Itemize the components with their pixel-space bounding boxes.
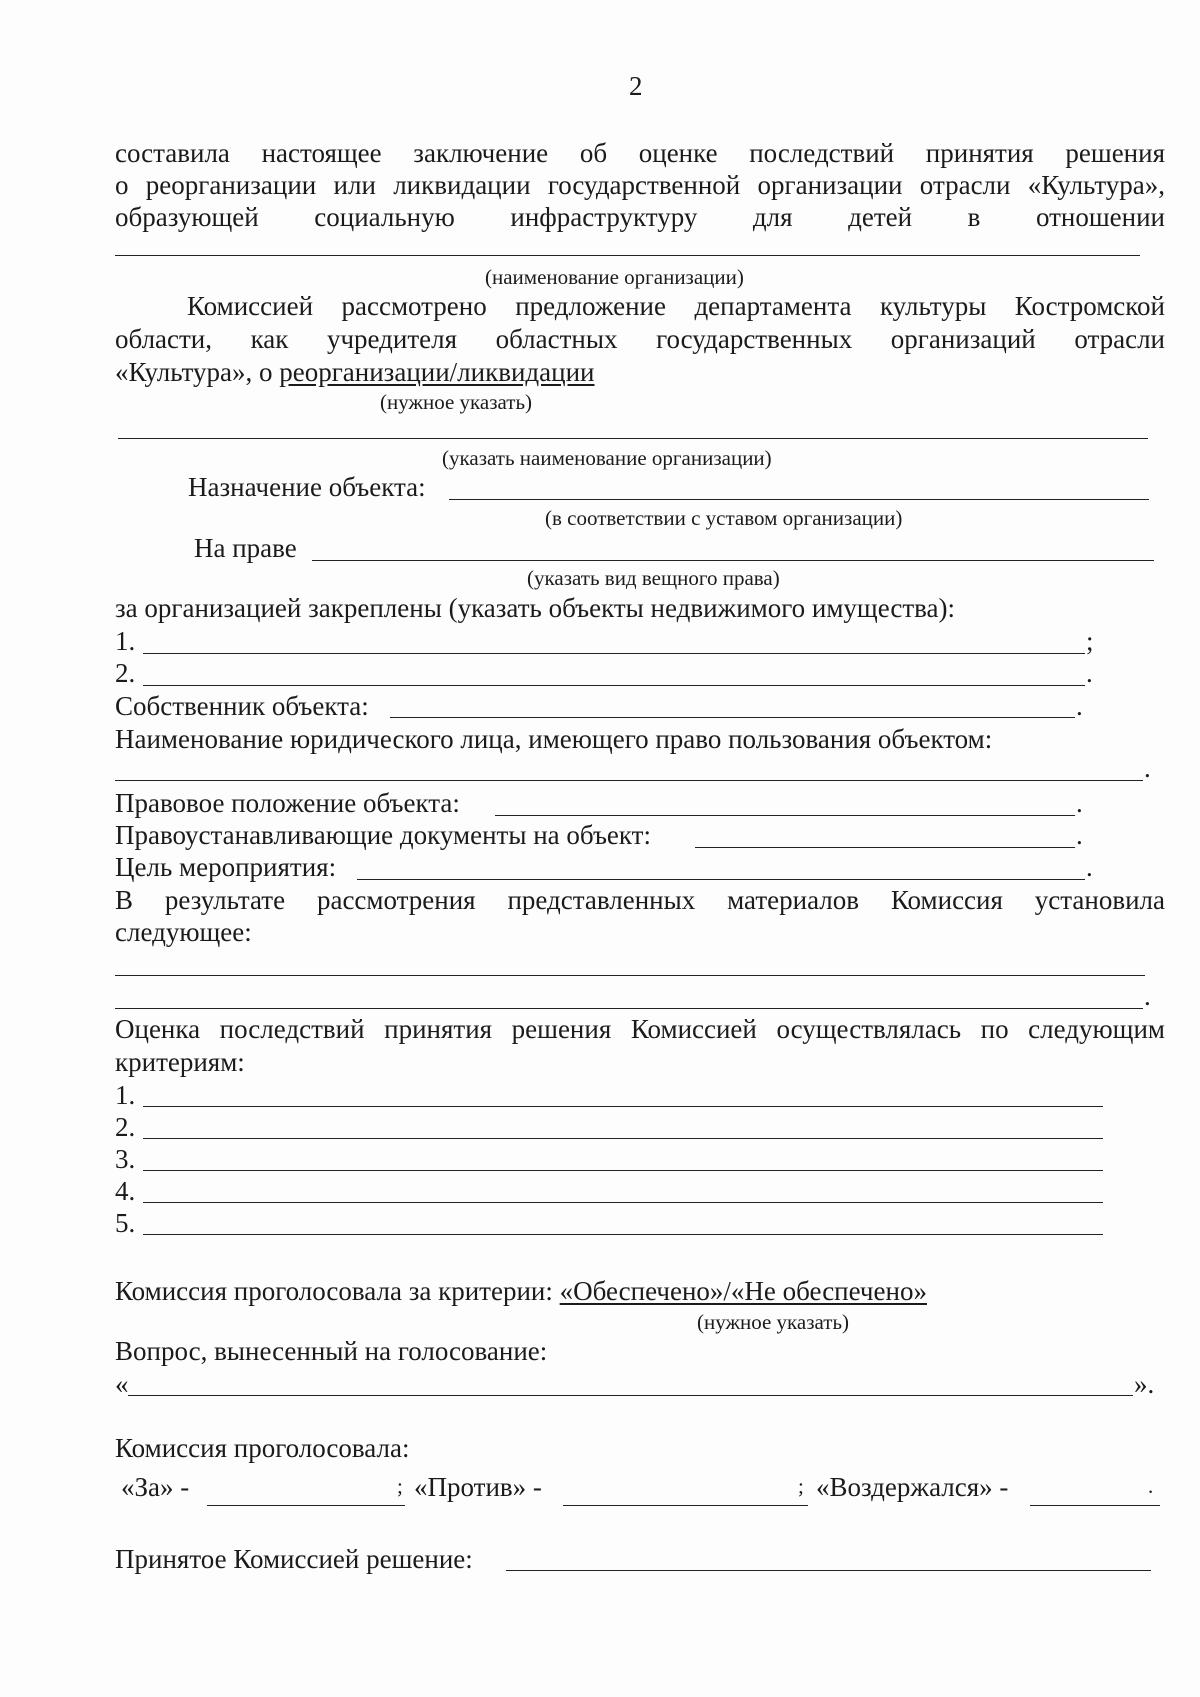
votes-for-field[interactable] xyxy=(207,1505,405,1506)
owner-end: . xyxy=(1076,691,1083,721)
org-name-field-line[interactable] xyxy=(115,255,1140,256)
assigned-item-2-end: . xyxy=(1086,658,1093,688)
purpose-field-line[interactable] xyxy=(449,499,1149,500)
findings-field-line-1[interactable] xyxy=(115,975,1145,976)
proposal-line-1: Комиссией рассмотрено предложение департамента культуры Костромской xyxy=(187,291,1165,321)
goal-end: . xyxy=(1086,852,1093,882)
proposal-line-2: области, как учредителя областных государственных организаций отрасли xyxy=(115,324,1165,354)
criteria-item-3-number: 3. xyxy=(115,1144,136,1174)
votes-end: . xyxy=(1148,1474,1154,1498)
intro-line-2: о реорганизации или ликвидации государственной организации отрасли «Культура», xyxy=(115,170,1165,200)
criteria-item-4-line[interactable] xyxy=(143,1202,1103,1203)
title-docs-end: . xyxy=(1076,820,1083,850)
criteria-item-1-number: 1. xyxy=(115,1080,136,1110)
intro-line-3: образующей социальную инфраструктуру для детей в отношении xyxy=(115,202,1165,232)
vote-criteria-label: Комиссия проголосовала за критерии: xyxy=(115,1276,560,1306)
legal-entity-label: Наименование юридического лица, имеющего право пользования объектом: xyxy=(115,724,993,754)
proposal-line-3-prefix: «Культура», о xyxy=(115,357,280,387)
assigned-label: за организацией закреплены (указать объекты недвижимого имущества): xyxy=(115,593,956,623)
votes-abstained-field[interactable] xyxy=(1030,1505,1160,1506)
right-label: На праве xyxy=(194,533,297,563)
vote-criteria-options: «Обеспечено»/«Не обеспечено» xyxy=(559,1276,927,1306)
decision-label: Принятое Комиссией решение: xyxy=(115,1544,473,1574)
question-label: Вопрос, вынесенный на голосование: xyxy=(115,1336,548,1366)
legal-status-label: Правовое положение объекта: xyxy=(115,788,460,818)
goal-field-line[interactable] xyxy=(357,879,1085,880)
legal-entity-field-line[interactable] xyxy=(115,780,1143,781)
vote-criteria-caption: (нужное указать) xyxy=(697,1310,850,1334)
criteria-item-3-line[interactable] xyxy=(143,1170,1103,1171)
question-close-quote: ». xyxy=(1134,1369,1155,1399)
votes-abstained-label: «Воздержался» - xyxy=(816,1472,1009,1502)
legal-status-end: . xyxy=(1076,788,1083,818)
criteria-item-4-number: 4. xyxy=(115,1176,136,1206)
title-docs-label: Правоустанавливающие документы на объект: xyxy=(115,820,651,850)
criteria-item-5-number: 5. xyxy=(115,1208,136,1238)
votes-label: Комиссия проголосовала: xyxy=(115,1433,410,1463)
legal-entity-end: . xyxy=(1144,753,1151,783)
criteria-item-2-line[interactable] xyxy=(143,1138,1103,1139)
criteria-item-2-number: 2. xyxy=(115,1112,136,1142)
purpose-caption: (в соответствии с уставом организации) xyxy=(545,506,903,530)
criteria-item-5-line[interactable] xyxy=(143,1234,1103,1235)
reorganization-liquidation-choice: реорганизации/ликвидации xyxy=(279,357,595,387)
proposal-line-3 xyxy=(115,356,594,388)
org-name-caption-2: (указать наименование организации) xyxy=(442,446,772,470)
goal-label: Цель мероприятия: xyxy=(115,852,337,882)
votes-sep-1: ; xyxy=(397,1474,403,1498)
question-open-quote: « xyxy=(115,1369,129,1399)
choose-caption: (нужное указать) xyxy=(380,390,533,414)
intro-line-1: составила настоящее заключение об оценке последствий принятия решения xyxy=(115,138,1165,168)
decision-field-line[interactable] xyxy=(506,1570,1151,1571)
title-docs-field-line[interactable] xyxy=(695,847,1075,848)
findings-line-2: следующее: xyxy=(115,917,252,947)
criteria-line-2: критериям: xyxy=(115,1047,245,1077)
criteria-item-1-line[interactable] xyxy=(143,1106,1103,1107)
assigned-item-1-end: ; xyxy=(1086,626,1094,656)
right-caption: (указать вид вещного права) xyxy=(527,566,780,590)
votes-against-field[interactable] xyxy=(563,1505,808,1506)
org-name-caption: (наименование организации) xyxy=(485,265,744,289)
assigned-item-2-line[interactable] xyxy=(143,685,1085,686)
purpose-label: Назначение объекта: xyxy=(188,472,426,502)
owner-field-line[interactable] xyxy=(390,717,1075,718)
vote-criteria-line xyxy=(115,1275,927,1307)
legal-status-field-line[interactable] xyxy=(495,815,1075,816)
findings-line-1: В результате рассмотрения представленных материалов Комиссия установила xyxy=(115,885,1165,915)
assigned-item-2-number: 2. xyxy=(115,658,136,688)
findings-end: . xyxy=(1144,981,1151,1011)
votes-for-label: «За» - xyxy=(121,1472,190,1502)
criteria-line-1: Оценка последствий принятия решения Комиссией осуществлялась по следующим xyxy=(115,1014,1165,1044)
question-field-line[interactable] xyxy=(128,1395,1133,1396)
votes-against-label: «Против» - xyxy=(414,1472,542,1502)
org-name-field-line-2[interactable] xyxy=(118,438,1148,439)
owner-label: Собственник объекта: xyxy=(115,691,369,721)
assigned-item-1-line[interactable] xyxy=(143,653,1085,654)
assigned-item-1-number: 1. xyxy=(115,626,136,656)
votes-sep-2: ; xyxy=(798,1474,804,1498)
findings-field-line-2[interactable] xyxy=(115,1008,1143,1009)
right-field-line[interactable] xyxy=(312,560,1154,561)
page-number: 2 xyxy=(629,71,643,101)
